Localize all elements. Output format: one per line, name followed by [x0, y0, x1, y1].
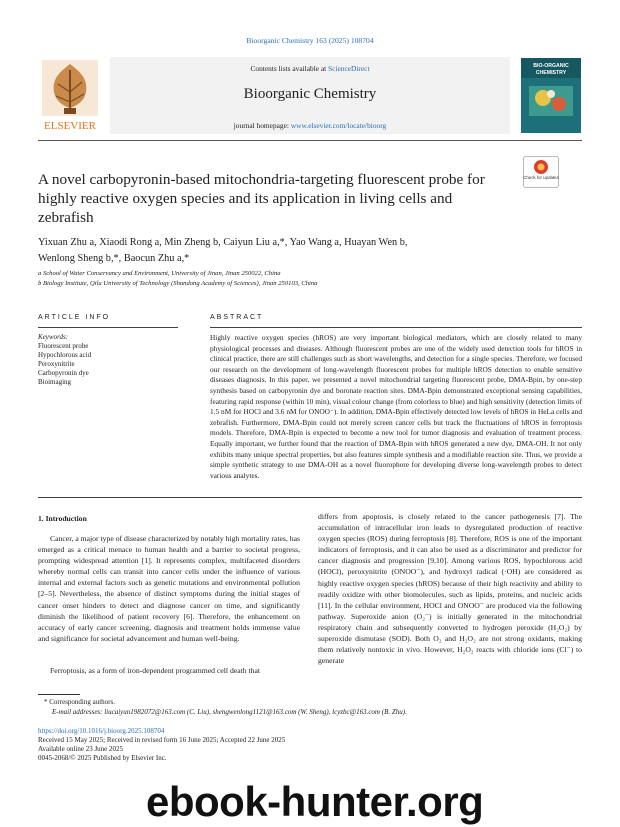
- authors-line-1: Yixuan Zhu a, Xiaodi Rong a, Min Zheng b, Caiyun Liu a,*, Yao Wang a, Huayan Wen b,: [38, 237, 408, 248]
- intro-paragraph-1: Cancer, a major type of disease characterized by notably high mortality rates, has emerged as a critical menace to human health and a barrier to societal progress, prompting widespread attention [1]. It represents complex, multifaceted disorders whereby normal cells can transit into cancer cells under the influence of various internal and external factors such as genetic mutations and environmental pollution [2–5]. Nevertheless, the absence of distinct symptoms during the initial stages of cancer onset hinders to detect and diagnose cancer on time, and significantly diminish the likelihood of patient recovery [6]. Therefore, the enhancement on accuracy of early cancer screening, diagnosis and treatment holds immense value and significance for societal advancement and human well-being.: [38, 534, 300, 643]
- intro-right-column: differs from apoptosis, is closely related to the cancer pathogenesis [7]. The accumulation of intracellular iron leads to dysregulated production of reactive oxygen species (ROS) during ferroptosis [8]. Therefore, ROS is one of the important indicators of ferroptosis, and it can also be used as a discriminator and predictor for cancer diagnosis and progression [9,10]. Among various ROS, hypochlorous acid (HOCl), peroxynitrite (ONOO⁻), and hydroxyl radical (·OH) are considered as highly reactive oxygen species (hROS) because of their high reactivity and ability to readily oxidize with other biomolecules, such as lipids, proteins, and nucleic acids [11]. In the cellular environment, HOCl and ONOO⁻ are produced via the following pathway. Superoxide anion (O₂⁻) is initially generated in the mitochondrial respiratory chain and subsequently converted to hydrogen peroxide (H₂O₂) by superoxide dismutase (SOD). Both O₂ and H₂O₂ are not strong oxidants, making them relatively nontoxic in vivo. However, H₂O₂ reacts with chloride ions (Cl⁻) to generate: [318, 512, 582, 666]
- header-rule: [38, 140, 582, 141]
- svg-text:CHEMISTRY: CHEMISTRY: [535, 70, 567, 76]
- article-info-rule: [38, 327, 178, 328]
- check-for-updates-badge[interactable]: [523, 156, 559, 188]
- contents-prefix: Contents lists available at: [250, 64, 329, 73]
- affiliation-a: a School of Water Conservancy and Environment, University of Jinan, Jinan 250022, China: [38, 270, 281, 277]
- elsevier-wordmark: ELSEVIER: [44, 120, 96, 132]
- keyword-item: Peroxynitrite: [38, 360, 75, 368]
- homepage-prefix: journal homepage:: [233, 121, 291, 130]
- badge-label: Check for updates: [523, 175, 559, 180]
- received-dates: Received 15 May 2025; Received in revised form 16 June 2025; Accepted 22 June 2025: [38, 736, 286, 744]
- watermark-text: ebook-hunter.org: [146, 778, 484, 825]
- keyword-item: Bioimaging: [38, 378, 72, 386]
- abstract-bottom-rule: [38, 497, 582, 498]
- svg-text:BIO-ORGANIC: BIO-ORGANIC: [533, 63, 569, 69]
- abstract-heading: ABSTRACT: [210, 314, 264, 321]
- elsevier-logo: [38, 58, 102, 134]
- keyword-item: Carbopyronin dye: [38, 369, 89, 377]
- article-title: A novel carbopyronin-based mitochondria-targeting fluorescent probe for highly reactive oxygen species and its application in living cells and zebrafish: [38, 171, 485, 226]
- journal-reference[interactable]: Bioorganic Chemistry 163 (2025) 108704: [246, 36, 374, 45]
- abstract-rule: [210, 327, 582, 328]
- contents-line: [110, 64, 510, 73]
- journal-cover-image: [521, 58, 581, 133]
- sciencedirect-link[interactable]: ScienceDirect: [328, 64, 370, 73]
- keyword-item: Hypochlorous acid: [38, 351, 92, 359]
- available-online: Available online 23 June 2025: [38, 745, 124, 753]
- article-info-heading: ARTICLE INFO: [38, 314, 111, 321]
- abstract-text: Highly reactive oxygen species (hROS) are very important biological mediators, which are closely related to many physiological processes and diseases. Although fluorescent probes are one of the widely used detection tools for hROS in clinical practice, there are still challenges such as short wavelengths, and detection for a single species. Therefore, we focused our research on the development of long-wavelength fluorescent probes for multiple hROS detection to enable sensitive diseases diagnosis. In this paper, we presented a novel mitochondrial targeting fluorescent probe, DMA-Bpin, by one-step synthesis based on carbopyronin dye and boronate reaction sites. DMA-Bpin demonstrated exceptional sensing capabilities, featuring rapid response (within 10 min), visual colour change (from colorless to blue) and high sensitivity (detection limits of 1.5 nM for HOCl and 3.6 nM for ONOO⁻). In addition, DMA-Bpin effectively detected low levels of hROS in HeLa cells and zebrafish. Furthermore, DMA-Bpin could not merely screen cancer cells but track the fluctuations of hROS in ferroptosis models. Therefore, DMA-Bpin is expected to become a new tool for tumor diagnosis and evaluation of treatment process. Equally important, we further found that the reaction of DMA-Bpin with hROS generated a new dye, DMA-OH. It not only exhibits many unique spectral properties, but also features simple synthesis and a modifiable reaction site. Thus, we provide a simple synthetic strategy to use DMA-OH as a novel fluorophore for developing diverse long-wavelength probes to detect various analytes.: [210, 333, 582, 480]
- keyword-item: Fluorescent probe: [38, 342, 89, 350]
- intro-paragraph-2: Ferroptosis, as a form of iron-dependent programmed cell death that: [50, 666, 261, 675]
- author-list: [38, 235, 558, 266]
- introduction-heading: 1. Introduction: [38, 514, 87, 523]
- journal-name: Bioorganic Chemistry: [243, 86, 377, 102]
- keywords-label: Keywords:: [38, 333, 69, 341]
- footnote-rule: [38, 694, 80, 695]
- corresponding-note: * Corresponding authors.: [44, 698, 115, 706]
- homepage-link[interactable]: www.elsevier.com/locate/bioorg: [290, 121, 387, 130]
- affiliation-b: b Biology Institute, Qilu University of Technology (Shandong Academy of Sciences), Jinan 250103, China: [38, 280, 318, 287]
- authors-line-2: Wenlong Sheng b,*, Baocun Zhu a,*: [38, 252, 190, 264]
- copyright: 0045-2068/© 2025 Published by Elsevier Inc.: [38, 754, 167, 762]
- doi-link[interactable]: https://doi.org/10.1016/j.bioorg.2025.108704: [38, 727, 165, 735]
- email-addresses[interactable]: E-mail addresses: liucaiyun1982072@163.com (C. Liu), shengwenlong1121@163.com (W. Sheng), lcyzbc@163.com (B. Zhu).: [52, 708, 407, 716]
- homepage-line: [110, 121, 510, 130]
